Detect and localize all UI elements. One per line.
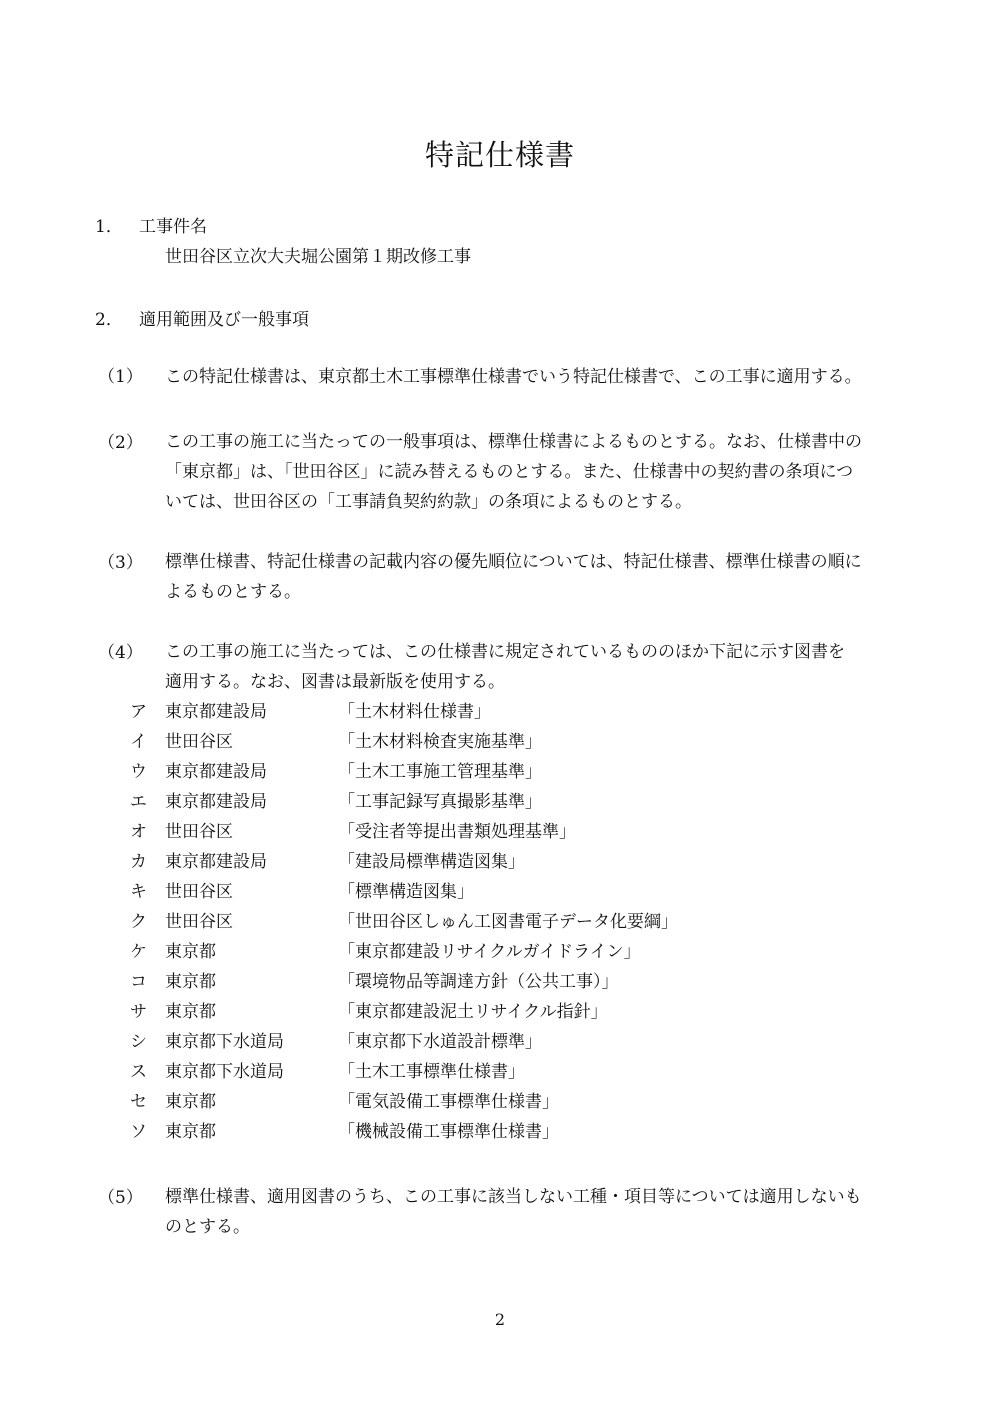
- list-item-kana: セ: [130, 1092, 147, 1112]
- list-item-kana: ケ: [130, 942, 147, 962]
- item-3-line: よるものとする。: [165, 582, 301, 602]
- item-2-line: 「東京都」は、「世田谷区」に読み替えるものとする。また、仕様書中の契約書の条項につ: [165, 462, 854, 482]
- list-item-kana: ウ: [130, 762, 147, 782]
- item-2-number: （2）: [98, 433, 143, 453]
- list-item-kana: サ: [130, 1002, 147, 1022]
- section2-heading: 適用範囲及び一般事項: [139, 310, 309, 330]
- list-item-doc: 「世田谷区しゅん工図書電子データ化要綱」: [338, 912, 678, 932]
- item-4-line: 適用する。なお、図書は最新版を使用する。: [165, 672, 505, 692]
- item-4-text: [165, 637, 845, 697]
- section1-heading: 工事件名: [139, 217, 207, 237]
- list-item-kana: ク: [130, 912, 147, 932]
- list-item-doc: 「標準構造図集」: [338, 882, 474, 902]
- item-5-number: （5）: [98, 1188, 143, 1208]
- list-item-org: 東京都建設局: [165, 852, 267, 872]
- list-item-kana: コ: [130, 972, 147, 992]
- list-item-doc: 「土木工事施工管理基準」: [338, 762, 542, 782]
- item-2-line: この工事の施工に当たっての一般事項は、標準仕様書によるものとする。なお、仕様書中の: [165, 432, 862, 452]
- item-2-text: [165, 427, 862, 517]
- project-name: 世田谷区立次大夫堀公園第１期改修工事: [165, 247, 471, 267]
- list-item-kana: オ: [130, 822, 147, 842]
- item-3-text: [165, 547, 862, 607]
- list-item-org: 東京都: [165, 942, 216, 962]
- item-2-line: いては、世田谷区の「工事請負契約約款」の条項によるものとする。: [165, 492, 692, 512]
- list-item-org: 東京都下水道局: [165, 1062, 284, 1082]
- item-5-line: のとする。: [165, 1217, 250, 1237]
- item-3-number: （3）: [98, 553, 143, 573]
- list-item-kana: エ: [130, 792, 147, 812]
- list-item-kana: キ: [130, 882, 147, 902]
- item-4-number: （4）: [98, 643, 143, 663]
- list-item-doc: 「受注者等提出書類処理基準」: [338, 822, 576, 842]
- list-item-org: 東京都: [165, 1002, 216, 1022]
- page-title: 特記仕様書: [424, 138, 575, 172]
- section2-number: 2．: [95, 310, 123, 330]
- item-5-text: [165, 1182, 862, 1242]
- list-item-org: 世田谷区: [165, 732, 233, 752]
- list-item-org: 世田谷区: [165, 882, 233, 902]
- list-item-org: 東京都: [165, 1092, 216, 1112]
- list-item-doc: 「東京都下水道設計標準」: [338, 1032, 542, 1052]
- list-item-org: 東京都建設局: [165, 702, 267, 722]
- list-item-doc: 「土木材料仕様書」: [338, 702, 491, 722]
- list-item-doc: 「東京都建設リサイクルガイドライン」: [338, 942, 641, 962]
- list-item-kana: ソ: [130, 1122, 147, 1142]
- list-item-org: 東京都下水道局: [165, 1032, 284, 1052]
- list-item-doc: 「土木材料検査実施基準」: [338, 732, 542, 752]
- list-item-org: 東京都: [165, 972, 216, 992]
- item-1-text: [165, 362, 862, 392]
- list-item-kana: ス: [130, 1062, 147, 1082]
- list-item-doc: 「土木工事標準仕様書」: [338, 1062, 525, 1082]
- list-item-doc: 「建設局標準構造図集」: [338, 852, 525, 872]
- list-item-org: 世田谷区: [165, 912, 233, 932]
- list-item-doc: 「環境物品等調達方針（公共工事）」: [338, 972, 619, 992]
- list-item-org: 東京都建設局: [165, 792, 267, 812]
- list-item-doc: 「工事記録写真撮影基準」: [338, 792, 542, 812]
- item-5-line: 標準仕様書、適用図書のうち、この工事に該当しない工種・項目等については適用しないも: [165, 1187, 862, 1207]
- list-item-doc: 「東京都建設泥土リサイクル指針」: [338, 1002, 608, 1022]
- item-4-line: この工事の施工に当たっては、この仕様書に規定されているもののほか下記に示す図書を: [165, 642, 845, 662]
- page-number: 2: [494, 1310, 506, 1329]
- list-item-kana: ア: [130, 702, 147, 722]
- item-1-line: この特記仕様書は、東京都土木工事標準仕様書でいう特記仕様書で、この工事に適用する。: [165, 367, 862, 387]
- list-item-kana: シ: [130, 1032, 147, 1052]
- list-item-doc: 「機械設備工事標準仕様書」: [338, 1122, 559, 1142]
- list-item-org: 世田谷区: [165, 822, 233, 842]
- list-item-kana: イ: [130, 732, 147, 752]
- list-item-kana: カ: [130, 852, 147, 872]
- section1-number: 1．: [95, 217, 123, 237]
- item-3-line: 標準仕様書、特記仕様書の記載内容の優先順位については、特記仕様書、標準仕様書の順に: [165, 552, 862, 572]
- list-item-org: 東京都建設局: [165, 762, 267, 782]
- list-item-org: 東京都: [165, 1122, 216, 1142]
- list-item-doc: 「電気設備工事標準仕様書」: [338, 1092, 559, 1112]
- item-1-number: （1）: [98, 367, 143, 387]
